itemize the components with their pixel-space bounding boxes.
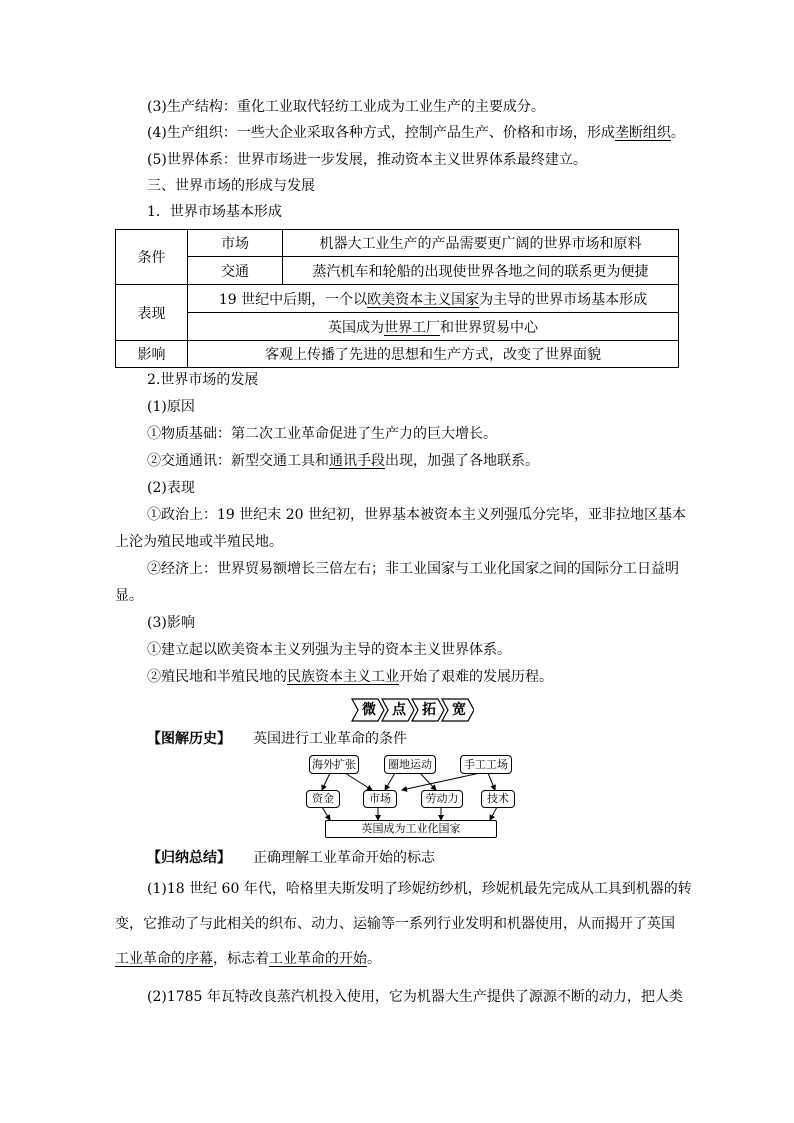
table-cell: 市场 <box>188 230 283 257</box>
summary-heading <box>147 849 435 867</box>
text-line: ①建立起以欧美资本主义列强为主导的资本主义世界体系。 <box>147 642 511 658</box>
diagram-node-enclosure: 圈地运动 <box>384 755 436 774</box>
diagram-node-market: 市场 <box>363 790 397 808</box>
banner-char: 点 <box>392 702 406 718</box>
banner-char: 拓 <box>422 702 436 718</box>
underlined-term: 民族资本主义工业 <box>287 669 399 685</box>
text-segment: 出现，加强了各地联系。 <box>385 453 539 469</box>
text-segment: ②交通通讯：新型交通工具和 <box>147 453 329 469</box>
text-segment: 。 <box>670 125 685 141</box>
banner-char: 宽 <box>452 702 466 718</box>
table-cell: 蒸汽机车和轮船的出现使世界各地之间的联系更为便捷 <box>283 257 679 285</box>
underlined-term: 通讯手段 <box>329 453 385 469</box>
table-cell: 机器大工业生产的产品需要更广阔的世界市场和原料 <box>283 230 679 257</box>
diagram-node-capital: 资金 <box>306 790 340 808</box>
underlined-term: 垄断组织 <box>614 125 671 141</box>
diagram-node-labor: 劳动力 <box>421 790 463 808</box>
text-line: ①政治上：19 世纪末 20 世纪初，世界基本被资本主义列强瓜分完毕，亚非拉地区基本 <box>147 507 686 523</box>
text-segment: 为主导的世界市场基本形成 <box>479 291 648 308</box>
text-line: (3)影响 <box>147 615 195 631</box>
heading-tag: 【图解历史】 <box>147 731 231 747</box>
text-segment: (4)生产组织：一些大企业采取各种方式，控制产品生产、价格和市场，形成 <box>147 125 615 141</box>
banner-char: 微 <box>362 702 376 718</box>
table-header-performance: 表现 <box>116 285 188 341</box>
text-segment: 英国成为 <box>328 319 384 336</box>
subsection-heading: 1．世界市场基本形成 <box>147 204 282 220</box>
heading-tag: 【归纳总结】 <box>147 850 231 866</box>
diagram-node-overseas-expansion: 海外扩张 <box>309 755 359 774</box>
underlined-term: 工业革命的序幕 <box>115 951 213 967</box>
table-cell: 客观上传播了先进的思想和生产方式，改变了世界面貌 <box>188 341 679 368</box>
text-segment: 和世界贸易中心 <box>440 319 538 336</box>
table-header-impact: 影响 <box>116 341 188 368</box>
text-line <box>115 950 381 968</box>
text-line: ①物质基础：第二次工业革命促进了生产力的巨大增长。 <box>147 426 497 442</box>
diagram-node-technology: 技术 <box>481 790 515 808</box>
diagram-node-workshop: 手工工场 <box>460 755 512 774</box>
text-line: (5)世界体系：世界市场进一步发展，推动资本主义世界体系最终建立。 <box>147 152 587 168</box>
text-line: (3)生产结构：重化工业取代轻纺工业成为工业生产的主要成分。 <box>147 99 545 115</box>
text-line: (2)表现 <box>147 480 195 496</box>
text-line: (1)原因 <box>147 399 195 415</box>
table-header-condition: 条件 <box>116 230 188 285</box>
heading-title: 英国进行工业革命的条件 <box>253 731 407 747</box>
text-segment: 开始了艰难的发展历程。 <box>399 669 553 685</box>
text-line: (2)1785 年瓦特改良蒸汽机投入使用，它为机器大生产提供了源源不断的动力，把人类 <box>147 989 683 1005</box>
text-segment: ②殖民地和半殖民地的 <box>147 669 287 685</box>
text-line: 变，它推动了与此相关的织布、动力、运输等一系列行业发明和机器使用，从而揭开了英国 <box>115 916 675 932</box>
text-line: 显。 <box>115 588 143 604</box>
text-segment: 。 <box>367 951 381 967</box>
underlined-term: 工业革命的开始 <box>269 951 367 967</box>
text-line: (1)18 世纪 60 年代，哈格里夫斯发明了珍妮纺纱机，珍妮机最先完成从工具到机器的转 <box>147 881 692 897</box>
underlined-term: 世界工厂 <box>384 319 440 336</box>
text-line: 上沦为殖民地或半殖民地。 <box>115 534 283 550</box>
diagram-node-result: 英国成为工业化国家 <box>325 820 497 838</box>
table-cell: 交通 <box>188 257 283 285</box>
section-heading: 三、世界市场的形成与发展 <box>147 178 315 194</box>
heading-title: 正确理解工业革命开始的标志 <box>253 850 435 866</box>
text-line: ②经济上：世界贸易额增长三倍左右；非工业国家与工业化国家之间的国际分工日益明 <box>147 561 679 577</box>
subsection-heading: 2.世界市场的发展 <box>147 372 259 388</box>
underlined-term: 欧美资本主义国家 <box>367 291 480 308</box>
text-segment: 19 世纪中后期，一个以 <box>218 291 368 308</box>
text-segment: ，标志着 <box>213 951 269 967</box>
